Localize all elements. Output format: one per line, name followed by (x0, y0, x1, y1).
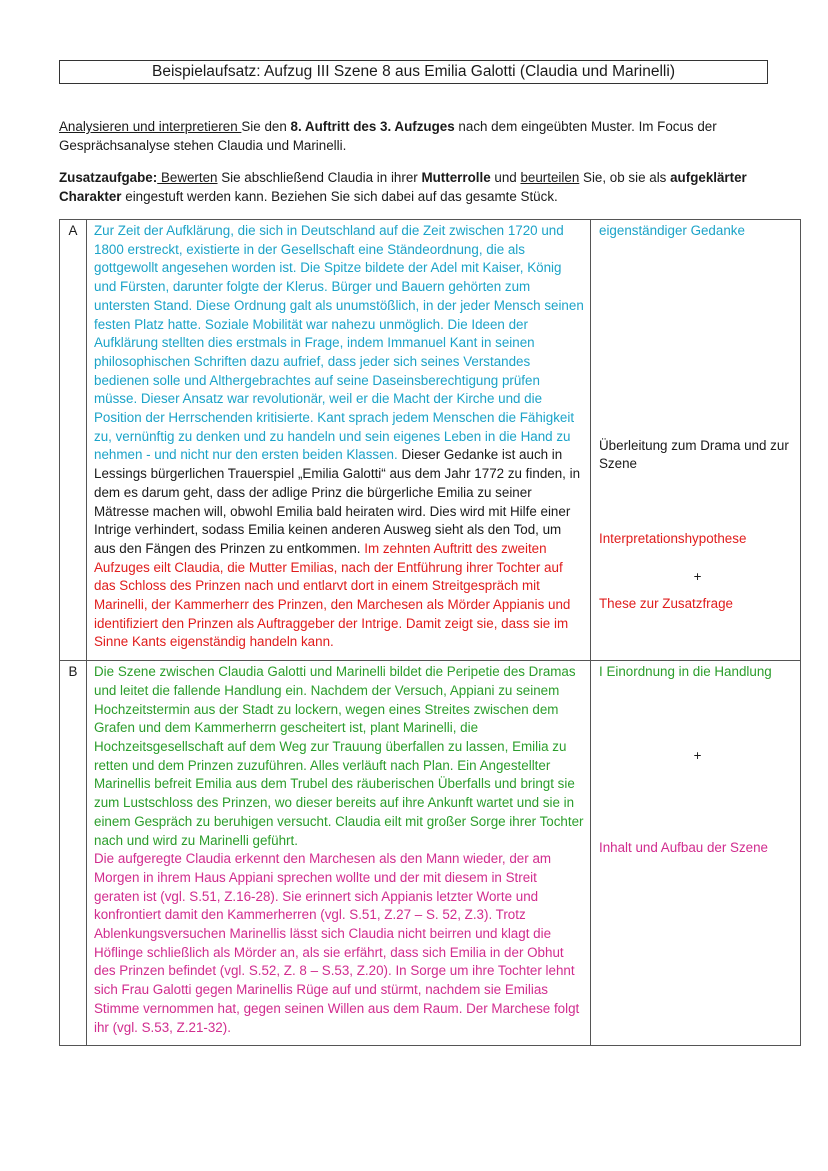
extra-task-verb-1: Bewerten (157, 170, 218, 185)
section-a-blue-text: Zur Zeit der Aufklärung, die sich in Deutschland auf die Zeit zwischen 1720 und 1800 erstreckt, existierte in der Gesellschaft eine Ständeordnung, die als gottgewollt angesehen worden ist. Die Spitze bildete der Adel mit Kaiser, König und Fürsten, darunter folgte der Klerus. Bürger und Bauern gehörten zum untersten Stand. Diese Ordnung galt als unumstößlich, in der jeder Mensch seinen festen Platz hatte. Soziale Mobilität war nahezu unmöglich. Die Ideen der Aufklärung stellten dies erstmals in Frage, indem Immanuel Kant in seinen philosophischen Schriften dazu aufrief, dass jeder sich seines Verstandes bedienen solle und Althergebrachtes auf seine Daseinsberechtigung prüfen müsse. Dieser Ansatz war revolutionär, weil er die Macht der Kirche und die Position der Herrschenden kritisierte. Kant sprach jedem Menschen die Fähigkeit zu, vernünftig zu denken und zu handeln und sein eigenes Leben in die Hand zu nehmen - und nicht nur den ersten beiden Klassen. (94, 223, 584, 463)
note-interpretationshypothese: Interpretationshypothese (599, 531, 747, 547)
extra-task-bold-1: Mutterrolle (421, 170, 491, 185)
task-text-1: Sie den (241, 119, 291, 134)
task-text-2: nach dem eingeübten Muster. Im Focus der Gesprächsanalyse stehen Claudia und Marinelli. (59, 119, 717, 153)
section-b-text (87, 661, 591, 1046)
section-b-notes (591, 661, 801, 1046)
note-ueberleitung: Überleitung zum Drama und zur Szene (599, 437, 789, 472)
extra-task-bold-2: aufgeklärter Charakter (59, 170, 747, 204)
section-b-magenta-text: Die aufgeregte Claudia erkennt den Marchesen als den Mann wieder, der am Morgen in ihrem Haus Appiani sprechen wollte und der mit diesem in Streit geraten ist (vgl. S.51, Z.16-28). Sie erinnert sich Appianis letzter Worte und konfrontiert damit den Kammerherren (vgl. S.51, Z.27 – S. 52, Z.3). Trotz Ablenkungsversuchen Marinellis lässt sich Claudia nicht beirren und klagt die Höflinge schließlich als Mörder an, als sie erfährt, dass sich Emilia in der Obhut des Prinzen befindet (vgl. S.52, Z. 8 – S.53, Z.20). In Sorge um ihre Tochter lehnt sich Frau Galotti gegen Marinellis Rüge auf und stürmt, nachdem sie Emilias Stimme vernommen hat, gegen seinen Willen aus dem Raum. Der Marchese folgt ihr (vgl. S.53, Z.21-32). (94, 851, 580, 1035)
extra-task-verb-2: beurteilen (520, 170, 580, 185)
section-a-row (60, 220, 801, 661)
extra-task-label: Zusatzaufgabe: (59, 170, 158, 185)
section-a-text (87, 220, 591, 661)
extra-task-text-3: Sie, ob sie als (579, 170, 671, 185)
note-eigenstaendiger-gedanke: eigenständiger Gedanke (599, 223, 745, 238)
extra-task-text-4: eingestuft werden kann. Beziehen Sie sich dabei auf das gesamte Stück. (121, 189, 558, 204)
task-bold: 8. Auftritt des 3. Aufzuges (290, 119, 455, 134)
section-b-label: B (60, 661, 87, 1046)
task-verb: Analysieren und interpretieren (59, 119, 242, 134)
extra-task-text-1: Sie abschließend Claudia in ihrer (217, 170, 422, 185)
section-a-label: A (60, 220, 87, 661)
section-a-red-text: Im zehnten Auftritt des zweiten Aufzuges eilt Claudia, die Mutter Emilias, nach der Entführung ihrer Tochter auf das Schloss des Prinzen nach und entlarvt dort in einem Streitgespräch mit Marinelli, der Kammerherr des Prinzen, den Marchesen als Mörder Appianis und identifiziert den Prinzen als Auftraggeber der Intrige. Damit zeigt sie, dass sie im Sinne Kants eigenständig handeln kann. (94, 540, 571, 650)
note-plus-b: + (693, 747, 702, 763)
section-a-black-text: Dieser Gedanke ist auch in Lessings bürgerlichen Trauerspiel „Emilia Galotti“ aus dem Jahr 1772 zu finden, in dem es darum geht, dass der adlige Prinz die bürgerliche Emilia zu seiner Mätresse machen will, obwohl Emilia bald heiraten wird. Dies wird mit Hilfe einer Intrige verhindert, sodass Emilia keinen anderen Ausweg sieht als den Tod, um aus den Fängen des Prinzen zu entkommen. (94, 447, 581, 556)
extra-task-text-2: und (490, 170, 521, 185)
note-plus-a: + (693, 568, 702, 584)
note-einordnung: I Einordnung in die Handlung (599, 664, 772, 680)
note-inhalt-aufbau: Inhalt und Aufbau der Szene (599, 839, 769, 855)
page-title: Beispielaufsatz: Aufzug III Szene 8 aus Emilia Galotti (Claudia und Marinelli) (59, 60, 768, 84)
task-paragraph (59, 117, 771, 155)
extra-task-paragraph (59, 168, 771, 206)
essay-table (59, 219, 801, 1046)
section-b-row (60, 661, 801, 1046)
note-these-zusatzfrage: These zur Zusatzfrage (599, 595, 733, 611)
section-a-notes (591, 220, 801, 661)
section-b-green-text: Die Szene zwischen Claudia Galotti und Marinelli bildet die Peripetie des Dramas und leitet die fallende Handlung ein. Nachdem der Versuch, Appiani zu seinem Hochzeitstermin aus der Stadt zu lockern, wegen eines Streites zwischen dem Grafen und dem Kammerherrn gescheitert ist, plant Marinelli, die Hochzeitsgesellschaft auf dem Weg zur Trauung überfallen zu lassen, Emilia zu retten und dem Prinzen zuzuführen. Alles verläuft nach Plan. Ein Angestellter Marinellis befreit Emilia aus dem Trubel des räuberischen Überfalls und bringt sie zum Lustschloss des Prinzen, wo dieser bereits auf ihre Ankunft wartet und sie in einem Gespräch zu beruhigen versucht. Claudia eilt mit großer Sorge ihrer Tochter nach und wird zu Marinelli geführt. (94, 664, 584, 848)
